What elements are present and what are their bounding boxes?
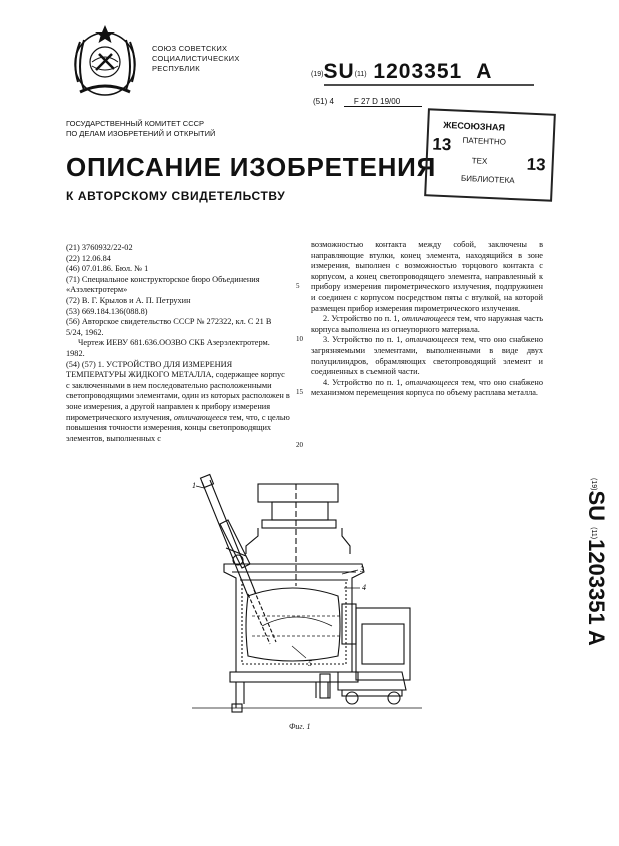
claim-rest: тем, что оно снабжено механизмом перемещения корпуса по объему расплава металла. xyxy=(311,377,544,398)
patent-number-block xyxy=(311,60,492,84)
biblio-line: (22) 12.06.84 xyxy=(66,253,111,263)
patent-kind: A xyxy=(476,60,493,83)
claim-3 xyxy=(311,335,543,377)
biblio-line: (56) Авторское свидетельство СССР № 272322, кл. С 21 В 5/24, 1962. xyxy=(66,317,272,337)
code-19: (19) xyxy=(590,478,597,491)
code-19: (19) xyxy=(311,71,324,78)
code-51: (51) 4 xyxy=(313,97,334,106)
stamp-number: 13 xyxy=(432,134,452,155)
claim-rest: тем, что оно снабжено загрязняемыми элементами, выполненными в виде двух полуцилиндров, обрамляющих светопроводящий элемент и соединенных в съемной части. xyxy=(311,335,544,377)
document-subtitle: К АВТОРСКОМУ СВИДЕТЕЛЬСТВУ xyxy=(66,189,286,203)
label-1: 1 xyxy=(192,481,196,490)
claim-continuation: возможностью контакта между собой, заключены в направляющие втулки, конец элемента, находящийся в зоне измерения, выполнен с возможностью торцового контакта с корпусом, а конец светопроводящего элемента, направленный к прибору измерения пирометрического излучения, подпружинен и соединен с корпусом посредством пяты с втулкой, на которой размещен прибор измерения пирометрического излучения. xyxy=(311,240,543,313)
patent-underline xyxy=(324,84,534,88)
biblio-line: Чертеж ИЕВУ 681.636.ООЗВО СКБ Азерэлектротерм. 1982. xyxy=(66,338,270,358)
union-name xyxy=(152,44,240,74)
claims-column xyxy=(311,240,543,399)
line-number: 10 xyxy=(296,335,303,343)
stamp-line: ТЕХ xyxy=(471,156,488,166)
ipc-class: F 27 D 19/00 xyxy=(344,97,422,107)
stamp-number: 13 xyxy=(526,154,547,175)
country-code: SU xyxy=(584,490,609,522)
line-number: 5 xyxy=(296,282,300,290)
claim-rest: тем, что наружная часть корпуса выполнена из огнеупорного материала. xyxy=(311,314,544,334)
ipc-classification xyxy=(313,97,422,106)
patent-kind: A xyxy=(584,630,609,646)
claim-lead: 4. Устройство по п. 1, xyxy=(323,377,403,387)
biblio-line: (46) 07.01.86. Бюл. № 1 xyxy=(66,264,149,274)
label-4: 4 xyxy=(362,583,366,592)
country-code: SU xyxy=(323,60,355,83)
claim-1-lead: (54) (57) 1. УСТРОЙСТВО ДЛЯ ИЗМЕРЕНИЯ ТЕМПЕРАТУРЫ ЖИДКОГО МЕТАЛЛА, содержащее корпус с заключенными в нем последовательно расположенными светопроводящими элементами, один из которых расположен в зоне измерения, а другой направлен к прибору измерения пирометрического излучения, xyxy=(66,359,290,422)
biblio-line: (21) 3760932/22-02 xyxy=(66,243,133,252)
document-title: ОПИСАНИЕ ИЗОБРЕТЕНИЯ xyxy=(66,152,437,182)
union-line: СОЮЗ СОВЕТСКИХ xyxy=(152,44,228,53)
claim-2 xyxy=(311,314,543,335)
patent-number: 1203351 xyxy=(584,539,609,625)
bibliographic-column xyxy=(66,243,290,444)
committee-name xyxy=(66,119,215,139)
claim-emphasis: отличающееся xyxy=(405,377,459,387)
committee-line: ГОСУДАРСТВЕННЫЙ КОМИТЕТ СССР xyxy=(66,119,205,128)
claim-emphasis: отличающееся xyxy=(401,314,455,324)
line-number: 15 xyxy=(296,388,303,396)
claim-1-rest: тем, что, с целью повышения точности измерения, концы светопроводящих элементов, выполненных с xyxy=(66,412,290,443)
claim-4 xyxy=(311,378,543,399)
union-line: РЕСПУБЛИК xyxy=(152,64,200,73)
code-11: (11) xyxy=(590,527,597,540)
label-5: 5 xyxy=(308,659,312,668)
claim-lead: 3. Устройство по п. 1, xyxy=(323,335,403,345)
biblio-line: (53) 669.184.136(088.8) xyxy=(66,306,148,316)
stamp-line: БИБЛИОТЕКА xyxy=(460,173,515,186)
patent-number: 1203351 xyxy=(373,60,463,83)
committee-line: ПО ДЕЛАМ ИЗОБРЕТЕНИЙ И ОТКРЫТИЙ xyxy=(66,129,216,138)
claim-1 xyxy=(66,360,290,445)
union-line: СОЦИАЛИСТИЧЕСКИХ xyxy=(152,54,240,63)
label-3: 3 xyxy=(360,565,364,574)
line-number: 20 xyxy=(296,441,303,449)
code-11: (11) xyxy=(354,71,367,78)
claim-1-emphasis: отличающееся xyxy=(173,412,228,422)
claim-lead: 2. Устройство по п. 1, xyxy=(323,314,400,324)
technical-drawing xyxy=(192,476,422,722)
biblio-line: (72) В. Г. Крылов и А. П. Петрухин xyxy=(66,295,191,305)
figure-caption: Фиг. 1 xyxy=(289,722,311,731)
library-stamp xyxy=(424,108,556,201)
vertical-patent-number xyxy=(549,478,619,668)
stamp-line: ПАТЕНТНО xyxy=(462,135,507,147)
claim-emphasis: отличающееся xyxy=(405,335,459,345)
biblio-line: (71) Специальное конструкторское бюро Объединения «Азэлектротерм» xyxy=(66,274,260,295)
stamp-line: ЖЕСОЮЗНАЯ xyxy=(443,119,506,133)
ussr-emblem-icon xyxy=(66,22,144,102)
